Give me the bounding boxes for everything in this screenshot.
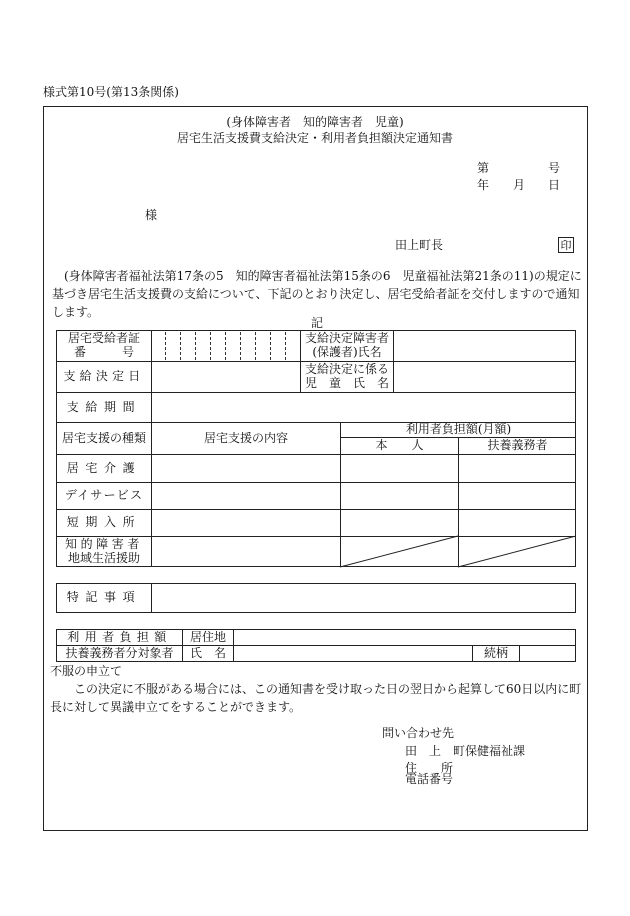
service-type-header: 居宅支援の種類: [61, 430, 146, 445]
contact-address: 住 所: [405, 761, 454, 775]
row-short-stay: 短期入所: [66, 515, 142, 530]
recipient-no-line1: 居宅受給者証: [67, 331, 140, 346]
burden-header: 利用者負担額(月額): [405, 422, 512, 437]
issuer: 田上町長: [395, 238, 444, 252]
number-label: 第: [477, 161, 490, 175]
title-line-1: (身体障害者 知的障害者 児童): [226, 115, 404, 129]
burden-support-header: 扶養義務者: [487, 438, 548, 453]
row-intellectual-line2: 地域生活援助: [67, 551, 140, 565]
service-content-header: 居宅支援の内容: [203, 430, 288, 445]
residence-label: 居住地: [189, 629, 226, 644]
date-month: 月: [513, 178, 526, 192]
appeal-title: 不服の申立て: [50, 664, 123, 678]
number-suffix: 号: [548, 161, 561, 175]
recipient-no-label: [57, 331, 151, 361]
child-name-label: [301, 362, 393, 392]
burden-target-line1: 利用者負担額: [67, 629, 172, 644]
guardian-line1: 支給決定障害者: [304, 331, 389, 346]
seal-stamp: 印: [558, 237, 574, 253]
date-day: 日: [548, 178, 561, 192]
guardian-label: [301, 331, 393, 361]
ki-heading: 記: [311, 316, 324, 330]
row-day-service: デイサービス: [64, 488, 144, 503]
name-label: 氏 名: [189, 646, 226, 661]
row-home-care: 居宅介護: [66, 460, 142, 475]
child-line2: 児 童 氏 名: [304, 376, 389, 390]
date-year: 年: [477, 178, 490, 192]
burden-self-header: 本 人: [375, 438, 424, 453]
burden-target-line2: 扶養義務者分対象者: [65, 646, 174, 661]
contact-phone: 電話番号: [405, 772, 454, 786]
remarks-label: 特記事項: [66, 590, 142, 605]
form-number: 様式第10号(第13条関係): [43, 85, 179, 99]
period-label: 支給期間: [66, 399, 142, 414]
child-line1: 支給決定に係る: [304, 362, 389, 377]
row-intellectual-line1: 知的障害者: [64, 537, 143, 552]
appeal-text: この決定に不服がある場合には、この通知書を受け取った日の翌日から起算して60日以内に町長に対して異議申立てをすることができます。: [50, 682, 582, 714]
decision-date-label: 支給決定日: [63, 369, 145, 384]
row-intellectual: [57, 537, 151, 567]
relation-label: 続柄: [483, 646, 508, 661]
contact-office-town: 田 上 町: [405, 744, 466, 758]
recipient-no-line2: 番 号: [73, 345, 134, 359]
intro-text: (身体障害者福祉法第17条の5 知的障害者福祉法第15条の6 児童福祉法第21条の11)の規定に基づき居宅生活支援費の支給について、下記のとおり決定し、居宅受給者証を交付しますので通知します。: [52, 269, 582, 319]
addressee-suffix: 様: [145, 208, 158, 222]
contact-office-dept: 保健福祉課: [465, 744, 526, 758]
title-line-2: 居宅生活支援費支給決定・利用者負担額決定通知書: [176, 131, 453, 145]
contact-title: 問い合わせ先: [382, 726, 455, 740]
guardian-line2: (保護者)氏名: [312, 345, 382, 359]
